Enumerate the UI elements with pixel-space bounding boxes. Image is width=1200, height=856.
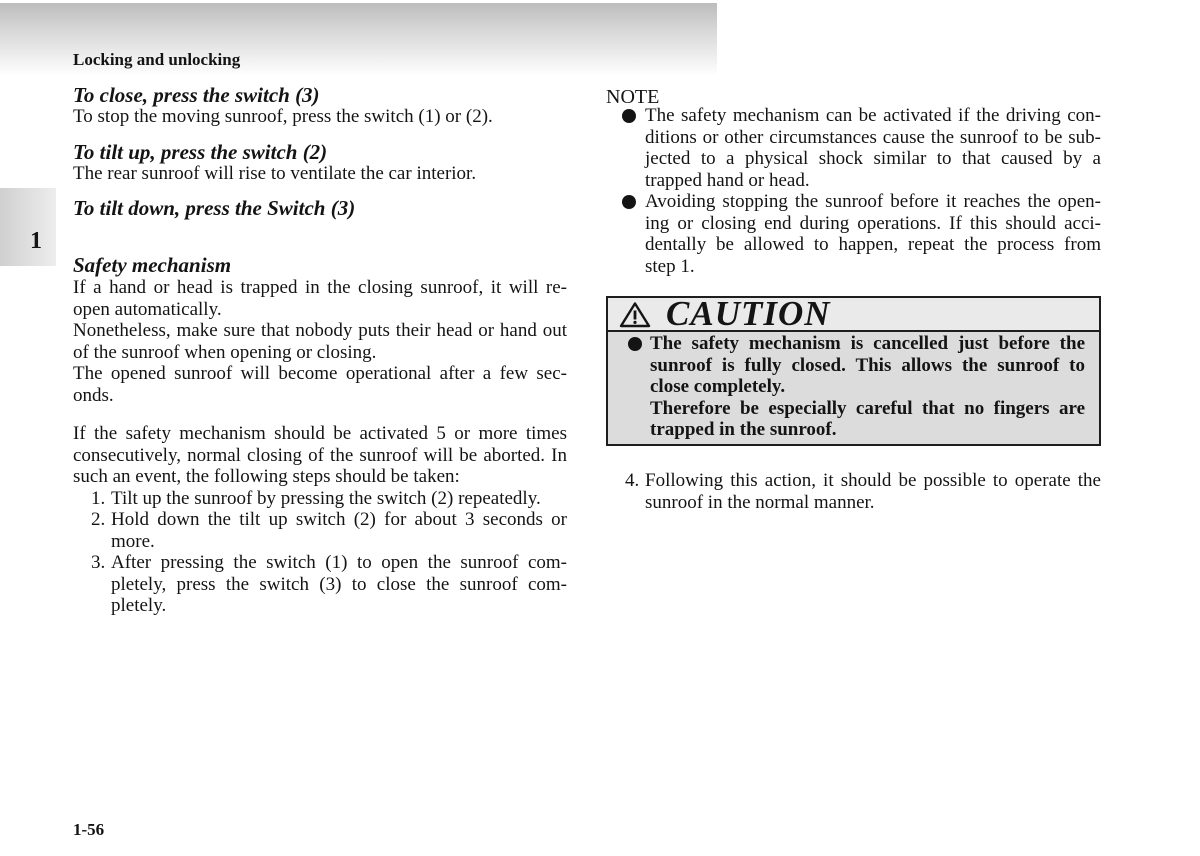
note-item [606, 105, 1101, 191]
step-line: After pressing the switch (1) to open the sunroof com- [111, 552, 567, 573]
note-label: NOTE [606, 86, 660, 108]
tilt-up-heading: To tilt up, press the switch (2) [73, 140, 328, 164]
close-text: To stop the moving sunroof, press the switch (1) or (2). [73, 106, 493, 127]
text-line: If the safety mechanism should be activated 5 or more times [73, 423, 567, 444]
step-line: more. [111, 530, 155, 552]
step-line: pletely. [111, 595, 167, 616]
tilt-down-heading: To tilt down, press the Switch (3) [73, 196, 356, 220]
caution-title: CAUTION [666, 294, 831, 333]
step-number: 1. [91, 487, 106, 509]
text-line: Avoiding stopping the sunroof before it reaches the open- [645, 191, 1101, 212]
text-line: ditions or other circumstances cause the sunroof to be sub- [645, 126, 1101, 148]
tilt-up-text: The rear sunroof will rise to ventilate the car interior. [73, 163, 477, 184]
text-line: of the sunroof when opening or closing. [73, 341, 377, 363]
text-line: trapped hand or head. [645, 169, 810, 191]
step-number: 3. [91, 552, 106, 573]
step-line: Tilt up the sunroof by pressing the switch (2) repeatedly. [111, 487, 541, 509]
text-line: The opened sunroof will become operational after a few sec- [73, 363, 567, 384]
text-line: The safety mechanism can be activated if the driving con- [645, 105, 1101, 126]
abort-section [73, 423, 567, 617]
text-line: consecutively, normal closing of the sunroof will be aborted. In [73, 444, 567, 466]
paragraph [73, 320, 567, 363]
text-line: dentally be allowed to happen, repeat the process from [645, 234, 1101, 255]
section-title: Locking and unlocking [73, 50, 241, 69]
safety-heading: Safety mechanism [73, 253, 232, 277]
step-item [625, 470, 1101, 513]
text-line: such an event, the following steps should be taken: [73, 466, 460, 487]
text-line: jected to a physical shock similar to that caused by a [645, 148, 1101, 169]
bullet-icon [628, 337, 642, 351]
step-line: sunroof in the normal manner. [645, 491, 875, 513]
text-line: onds. [73, 384, 114, 406]
step-number: 4. [625, 470, 640, 491]
text-line: ing or closing end during operations. If this should acci- [645, 212, 1101, 234]
page-number: 1-56 [73, 820, 105, 839]
bullet-icon [622, 195, 636, 209]
text-line: trapped in the sunroof. [650, 419, 837, 440]
chapter-tab [0, 188, 56, 266]
paragraph [73, 423, 567, 488]
text-line: If a hand or head is trapped in the closing sunroof, it will re- [73, 277, 567, 298]
note-item [606, 191, 1101, 277]
paragraph [73, 363, 567, 406]
paragraph [73, 277, 567, 320]
step-line: Hold down the tilt up switch (2) for about 3 seconds or [111, 509, 567, 530]
caution-body [650, 333, 1085, 441]
safety-section [73, 277, 567, 406]
text-line: Nonetheless, make sure that nobody puts their head or hand out [73, 320, 567, 341]
caution-box [606, 296, 1101, 446]
text-line: Therefore be especially careful that no fingers are [650, 397, 1085, 419]
warning-triangle-icon [619, 301, 651, 328]
bullet-icon [622, 109, 636, 123]
step-line: pletely, press the switch (3) to close the sunroof com- [111, 573, 567, 595]
chapter-number: 1 [30, 228, 42, 254]
close-heading: To close, press the switch (3) [73, 83, 320, 107]
step-4 [625, 470, 1101, 513]
steps-list [91, 488, 567, 617]
step-line: Following this action, it should be possible to operate the [645, 470, 1101, 491]
text-line: The safety mechanism is cancelled just before the [650, 333, 1085, 354]
step-item [91, 509, 567, 552]
note-list [606, 105, 1101, 277]
step-number: 2. [91, 509, 106, 530]
text-line: step 1. [645, 255, 695, 277]
text-line: open automatically. [73, 298, 222, 320]
caution-header [608, 294, 1099, 333]
text-line: close completely. [650, 376, 786, 397]
step-item [91, 552, 567, 617]
text-line: sunroof is fully closed. This allows the sunroof to [650, 354, 1085, 376]
step-item [91, 488, 567, 510]
